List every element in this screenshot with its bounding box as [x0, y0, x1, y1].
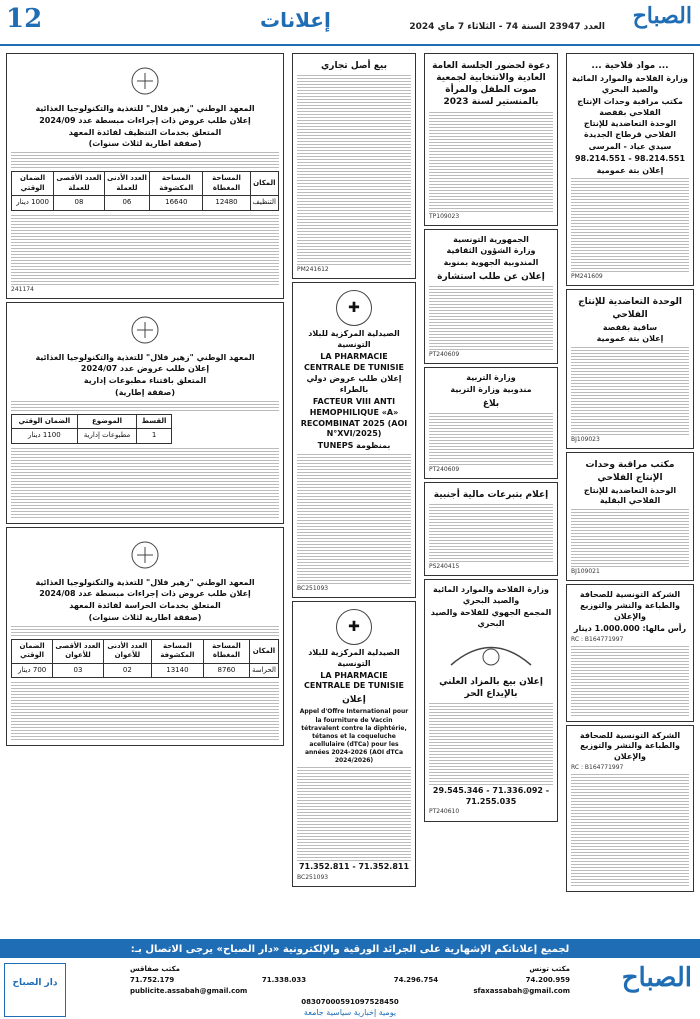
- ad-title: وزارة التربية: [466, 373, 516, 383]
- phone-number: 71.752.179: [130, 976, 175, 984]
- table-header: الموضوع: [77, 414, 137, 428]
- ad-ministry: وزارة الشؤون الثقافية: [446, 246, 536, 256]
- institute-logo-icon: [11, 535, 279, 575]
- ad-title: الشركة التونسية للصحافة والطباعة والنشر والتوزيع والإعلان: [579, 730, 681, 762]
- ad-title: المعهد الوطني "زهير فلال" للتغذية والتكنولوجيا الغذائية: [35, 577, 255, 587]
- table-header: المكان: [249, 639, 278, 663]
- ad-title: بيع أصل تجاري: [321, 61, 387, 71]
- table-header: العدد الأقصى للأعوان: [53, 639, 104, 663]
- ad-subtitle: المتعلق بخدمات التنظيف لفائدة المعهد: [68, 127, 222, 137]
- table-cell: 16640: [150, 196, 203, 210]
- ad-type: إعلان بتة عمومية: [596, 334, 664, 344]
- table-header: المساحة المكشوفة: [150, 172, 203, 196]
- ad-title-fr: LA PHARMACIE CENTRALE DE TUNISIE: [304, 670, 404, 691]
- institute-logo-icon: [11, 310, 279, 350]
- table-cell: 1000 دينار: [12, 196, 54, 210]
- phone-number: 74.200.959: [525, 976, 570, 984]
- ad-press-company-1: [566, 584, 694, 721]
- ad-description-fr: Appel d'Offre International pour la fourniture de Vaccin tétravalent contre la diphtérie, tétanos et la coqueluche acellulaire (dTCa) pour les années 2024-2026 (AOI dTCa 2024/2026): [299, 708, 409, 764]
- ad-title: وزارة الفلاحة والموارد المائية والصيد البحري: [433, 585, 549, 606]
- ad-agriculture: [566, 53, 694, 286]
- ad-type: إعلان بيع بالمزاد العلني بالإيداع الحر: [439, 676, 543, 699]
- ad-business-sale: [292, 53, 416, 279]
- ad-table: [11, 414, 172, 444]
- ad-foreign-donations: [424, 482, 558, 576]
- ad-ref: BJ109021: [571, 568, 600, 576]
- table-header: العدد الأدنى للعملة: [104, 172, 149, 196]
- ad-pharmacy-1: [292, 282, 416, 598]
- table-header: المساحة المغطاة: [203, 172, 250, 196]
- ad-ref: PT240610: [429, 808, 460, 816]
- table-header: العدد الأدنى للأعوان: [103, 639, 151, 663]
- bank-account: 08307000591097528450: [301, 998, 399, 1006]
- page-footer: [0, 939, 700, 1019]
- table-header: الضمان الوقتي: [12, 639, 53, 663]
- ad-phone: 71.352.811 - 71.352.811: [298, 862, 410, 872]
- ad-pharmacy-2: [292, 601, 416, 887]
- ad-title: الجمهورية التونسية: [453, 234, 529, 244]
- page-header: [0, 0, 700, 46]
- footer-banner: لجميع إعلاناتكم الإشهارية على الجرائد الورقية والإلكترونية «دار الصباح» يرجى الاتصال بـ:: [0, 941, 700, 958]
- table-cell: 13140: [151, 663, 203, 677]
- table-header: الضمان الوقتي: [12, 172, 54, 196]
- column-3: [290, 50, 418, 939]
- ad-subtitle: المجمع الجهوي للفلاحة والصيد البحري: [430, 607, 552, 628]
- ad-institute-cleaning: [6, 53, 284, 299]
- ad-ref: RC : B164771997: [571, 635, 624, 643]
- ad-unit: الوحدة التعاضدية للإنتاج الفلاحي قرطاج الجديدة: [583, 119, 677, 140]
- phone-number: 74.296.754: [393, 976, 439, 984]
- table-cell: التنظيف: [250, 196, 278, 210]
- ad-title: الصيدلية المركزية للبلاد التونسية: [308, 648, 400, 668]
- table-cell: 8760: [203, 663, 249, 677]
- ad-institute-security: [6, 527, 284, 747]
- ad-table: [11, 171, 279, 210]
- ad-ref: PT240609: [429, 351, 460, 359]
- table-cell: 03: [53, 663, 104, 677]
- ad-association-meeting: [424, 53, 558, 226]
- table-cell: الحراسة: [249, 663, 278, 677]
- ad-title: المعهد الوطني "زهير فلال" للتغذية والتكنولوجيا الغذائية: [35, 104, 255, 113]
- ad-location: سيدي عياد - المرسى: [588, 141, 672, 151]
- institute-logo-icon: [11, 61, 279, 101]
- ad-subtitle: المتعلق باقتناء مطبوعات إدارية: [83, 376, 207, 386]
- ad-phone: 29.545.346 - 71.336.092 - 71.255.035: [432, 785, 550, 806]
- table-header: المساحة المغطاة: [203, 639, 249, 663]
- ad-institute-printing: [6, 302, 284, 524]
- table-cell: 08: [54, 196, 105, 210]
- ad-title: ... مواد فلاحية ...: [591, 61, 669, 71]
- ad-type: إعلان طلب عروض ذات إجراءات مبسطة عدد 2024/08: [39, 589, 251, 599]
- email-link[interactable]: publicite.assabah@gmail.com: [130, 987, 248, 995]
- ad-ref: BC251093: [297, 585, 329, 592]
- pharmacy-logo-icon: ✚: [336, 290, 372, 326]
- ad-ref: PT240609: [429, 466, 460, 474]
- table-cell: 02: [103, 663, 151, 677]
- ad-ref: 241174: [11, 285, 34, 293]
- ad-note: (صفقة اطارية لثلاث سنوات): [88, 139, 202, 149]
- ad-note: (صفقة اطارية لثلاث سنوات): [88, 613, 202, 623]
- issue-info: العدد 23947 السنة 74 - الثلاثاء 7 ماي 2024: [409, 22, 605, 32]
- column-1: [564, 50, 696, 939]
- ad-ministry: وزارة الفلاحة والموارد المائية والصيد البحري: [572, 74, 688, 94]
- ad-type: إعلان طلب عروض دولي بالطراء: [306, 374, 402, 395]
- ad-office: مكتب مراقبة وحدات الإنتاج الفلاحي بقفصة: [577, 96, 683, 117]
- table-header: القسط: [137, 414, 171, 428]
- office-sfax: مكتب صفاقس: [130, 965, 181, 973]
- ad-unit-2: [566, 289, 694, 449]
- table-header: المساحة المكشوفة: [151, 639, 203, 663]
- ad-ref: BC251093: [297, 873, 329, 881]
- ad-press-company-2: [566, 725, 694, 892]
- ad-subtitle: مندوبية وزارة التربية: [450, 385, 532, 395]
- ad-type: إعلان بتة عمومية: [596, 165, 664, 175]
- ad-ref: TP109023: [429, 212, 460, 220]
- ad-unit-3: [566, 452, 694, 581]
- footer-tagline: يومية إخبارية سياسية جامعة: [303, 1008, 397, 1017]
- ad-ref: PM241612: [297, 266, 329, 274]
- pharmacy-logo-icon: ✚: [336, 609, 372, 645]
- ad-title: المعهد الوطني "زهير فلال" للتغذية والتكنولوجيا الغذائية: [35, 352, 255, 362]
- ad-platform: بمنظومة TUNEPS: [317, 441, 391, 451]
- page-number: 12: [6, 4, 43, 34]
- ad-ref: PS240415: [429, 563, 460, 571]
- ad-type: إعلان طلب عروض عدد 2024/07: [80, 364, 210, 374]
- footer-logo: الصباح: [621, 963, 692, 993]
- table-cell: 06: [104, 196, 149, 210]
- ad-culture-ministry: [424, 229, 558, 365]
- column-4: [4, 50, 286, 939]
- ad-type: إعلان: [342, 695, 366, 706]
- ad-title: دعوة لحضور الجلسة العامة العادية والانتخابية لجمعية صوت الطفل والمرأة بالمنستير لسنة 2023: [432, 61, 550, 108]
- table-cell: 1: [137, 429, 171, 443]
- phone-number: 71.338.033: [261, 976, 307, 984]
- ad-ref: BJ109023: [571, 436, 600, 444]
- email-link[interactable]: sfaxassabah@gmail.com: [473, 987, 570, 995]
- table-header: العدد الأقصى للعملة: [54, 172, 105, 196]
- ad-subtitle: المتعلق بخدمات الحراسة لفائدة المعهد: [69, 601, 221, 611]
- section-title: إعلانات: [260, 8, 331, 32]
- ad-table: [11, 639, 279, 678]
- ad-title: الصيدلية المركزية للبلاد التونسية: [308, 329, 400, 350]
- ad-type: بلاغ: [482, 398, 500, 409]
- table-header: الضمان الوقتي: [12, 414, 78, 428]
- ad-subtitle: الوحدة التعاضدية للإنتاج الفلاحي البقلية: [583, 485, 677, 506]
- footer-contacts: [130, 965, 570, 1006]
- table-header: المكان: [250, 172, 278, 196]
- ad-type: إعلان عن طلب استشارة: [437, 272, 545, 283]
- ad-phone: 98.214.551 - 98.214.551: [574, 153, 686, 163]
- ad-subtitle: ساقية بقفصة: [602, 322, 658, 332]
- office-tunis: مكتب تونس: [529, 965, 570, 973]
- ad-subtitle: المندوبية الجهوية بمنوبة: [443, 258, 539, 268]
- table-cell: 700 دينار: [12, 663, 53, 677]
- ad-title: إعلام بتبرعات مالية أجنبية: [433, 490, 549, 501]
- badge-label: دار الصباح: [12, 978, 58, 988]
- ad-ref: PM241609: [571, 273, 603, 281]
- ad-code: FACTEUR VIII ANTI HEMOPHILIQUE «A» RECOMBINAT 2025 (AOI N°XVI/2025): [300, 397, 408, 439]
- ad-capital: رأس مالها: 1.000.000 دينار: [573, 623, 687, 633]
- ad-title: مكتب مراقبة وحدات الإنتاج الفلاحي: [585, 460, 675, 483]
- newspaper-logo: الصباح: [632, 3, 692, 29]
- table-cell: مطبوعات إدارية: [77, 429, 137, 443]
- ad-auction: [424, 579, 558, 821]
- column-2: [422, 50, 560, 939]
- ad-education-ministry: [424, 367, 558, 479]
- ad-title: الشركة التونسية للصحافة والطباعة والنشر والتوزيع والإعلان: [579, 590, 681, 621]
- ad-note: (صفقة إطارية): [115, 387, 175, 397]
- table-cell: 1100 دينار: [12, 429, 78, 443]
- gdaf-logo-icon: [429, 633, 553, 673]
- table-cell: 12480: [203, 196, 250, 210]
- ad-ref: RC : B164771997: [571, 764, 624, 772]
- ad-title-fr: LA PHARMACIE CENTRALE DE TUNISIE: [304, 351, 404, 372]
- ad-type: إعلان طلب عروض ذات إجراءات مبسطة عدد 2024/09: [39, 115, 251, 125]
- ad-title: الوحدة التعاضدية للإنتاج الفلاحي: [578, 297, 682, 320]
